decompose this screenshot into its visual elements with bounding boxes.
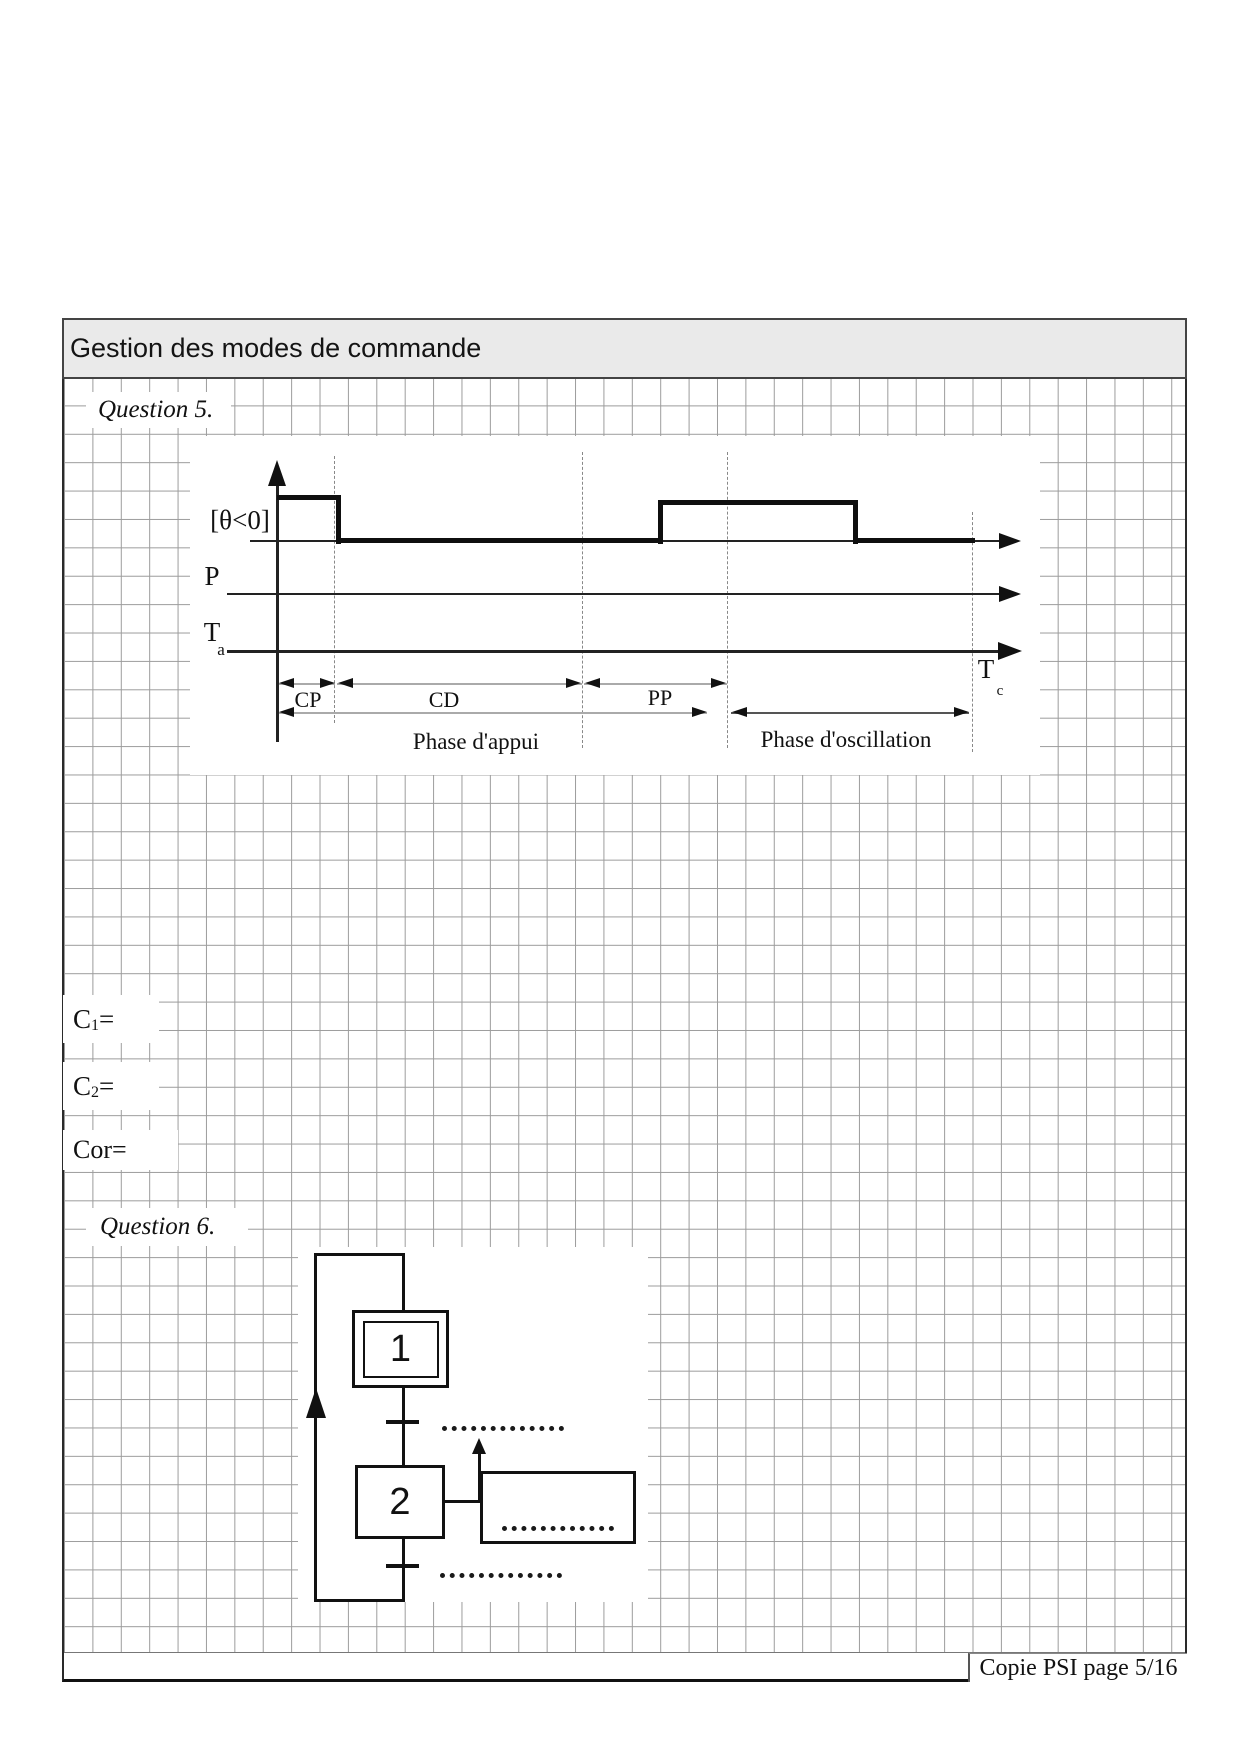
cd-arrow-left-icon [338, 678, 353, 688]
p-baseline [227, 593, 1008, 595]
grafcet-loop-top [314, 1253, 405, 1256]
grafcet-action-arrow-up-icon [472, 1438, 486, 1454]
c2-sub: 2 [91, 1084, 100, 1101]
oscillation-arrow-left-icon [732, 707, 747, 717]
theta-fall-1 [336, 495, 341, 544]
c1-sub: 1 [91, 1017, 100, 1034]
grafcet-step1-outer [352, 1310, 449, 1388]
ta-signal-subscript: a [217, 640, 225, 659]
p-signal-label: P [204, 560, 220, 591]
c1-answer-label [63, 995, 159, 1043]
cd-segment-label: CD [428, 687, 460, 712]
theta-low-2 [853, 538, 975, 543]
c2-main: C [73, 1070, 92, 1101]
theta-high-2 [658, 500, 858, 505]
cp-arrow-left-icon [279, 678, 294, 688]
cor-main: Cor [73, 1135, 112, 1164]
question5-label: Question 5. [86, 392, 231, 428]
grafcet-link-step2-bottom [402, 1537, 405, 1601]
grafcet-receptivity2-dots [440, 1573, 562, 1578]
c2-answer-label [63, 1062, 159, 1110]
p-axis-arrow-icon [999, 586, 1021, 602]
tc-axis-subscript: c [996, 682, 1004, 699]
cp-segment-label: CP [294, 687, 322, 712]
grafcet-link-step1-step2 [402, 1386, 405, 1467]
grafcet-action-box [480, 1471, 636, 1544]
oscillation-measure-line [731, 712, 969, 714]
grafcet-transition1-tick [386, 1420, 419, 1424]
dashed-marker-3 [727, 452, 728, 748]
footer-page-label: Copie PSI page 5/16 [979, 1654, 1178, 1681]
ta-signal-label: T [203, 616, 221, 647]
theta-rise-2 [658, 500, 663, 544]
appui-measure-line [279, 712, 707, 714]
ta-baseline [227, 650, 1008, 653]
question6-label: Question 6. [86, 1208, 248, 1246]
dashed-marker-2 [582, 452, 583, 748]
section-title: Gestion des modes de commande [70, 333, 482, 363]
pp-arrow-right-icon [711, 678, 726, 688]
oscillation-arrow-right-icon [954, 707, 969, 717]
grafcet-action-dots [502, 1526, 614, 1531]
c2-equals: = [99, 1070, 115, 1101]
grafcet-step1-number: 1 [389, 1327, 412, 1370]
grafcet-step2-number: 2 [389, 1480, 411, 1523]
cor-answer-label [63, 1130, 178, 1170]
grafcet-return-arrow-up-icon [306, 1388, 326, 1418]
timing-diagram-canvas [190, 436, 1040, 775]
cd-measure-line [337, 683, 582, 685]
grafcet-loop-bottom [314, 1599, 405, 1602]
c1-equals: = [99, 1003, 115, 1034]
cp-arrow-right-icon [320, 678, 335, 688]
dashed-marker-4 [972, 512, 973, 752]
theta-signal-label: [θ<0] [210, 504, 270, 535]
y-axis-arrow-up-icon [268, 460, 286, 486]
cor-equals: = [112, 1135, 127, 1164]
grafcet-action-connector [443, 1500, 481, 1503]
footer-page-box [968, 1653, 1187, 1682]
pp-arrow-left-icon [585, 678, 600, 688]
grafcet-step2-box [355, 1465, 445, 1539]
phase-oscillation-label: Phase d'oscillation [760, 727, 932, 752]
theta-high-1 [277, 495, 341, 500]
tc-axis-label: T [977, 653, 995, 684]
ta-axis-arrow-icon [998, 642, 1022, 660]
pp-segment-label: PP [647, 685, 673, 710]
theta-axis-arrow-icon [999, 533, 1021, 549]
grafcet-transition2-tick [386, 1564, 419, 1568]
c1-main: C [73, 1003, 92, 1034]
grafcet-step1-inner [363, 1321, 439, 1378]
theta-low-1 [336, 538, 663, 543]
cd-arrow-right-icon [566, 678, 581, 688]
appui-arrow-right-icon [692, 707, 707, 717]
phase-appui-label: Phase d'appui [412, 729, 540, 754]
appui-arrow-left-icon [279, 707, 294, 717]
grafcet-receptivity1-dots [442, 1426, 564, 1431]
grafcet-link-to-step1 [402, 1253, 405, 1312]
grafcet-canvas [298, 1247, 648, 1602]
section-title-bar [62, 318, 1187, 379]
grafcet-loop-left [314, 1253, 317, 1602]
